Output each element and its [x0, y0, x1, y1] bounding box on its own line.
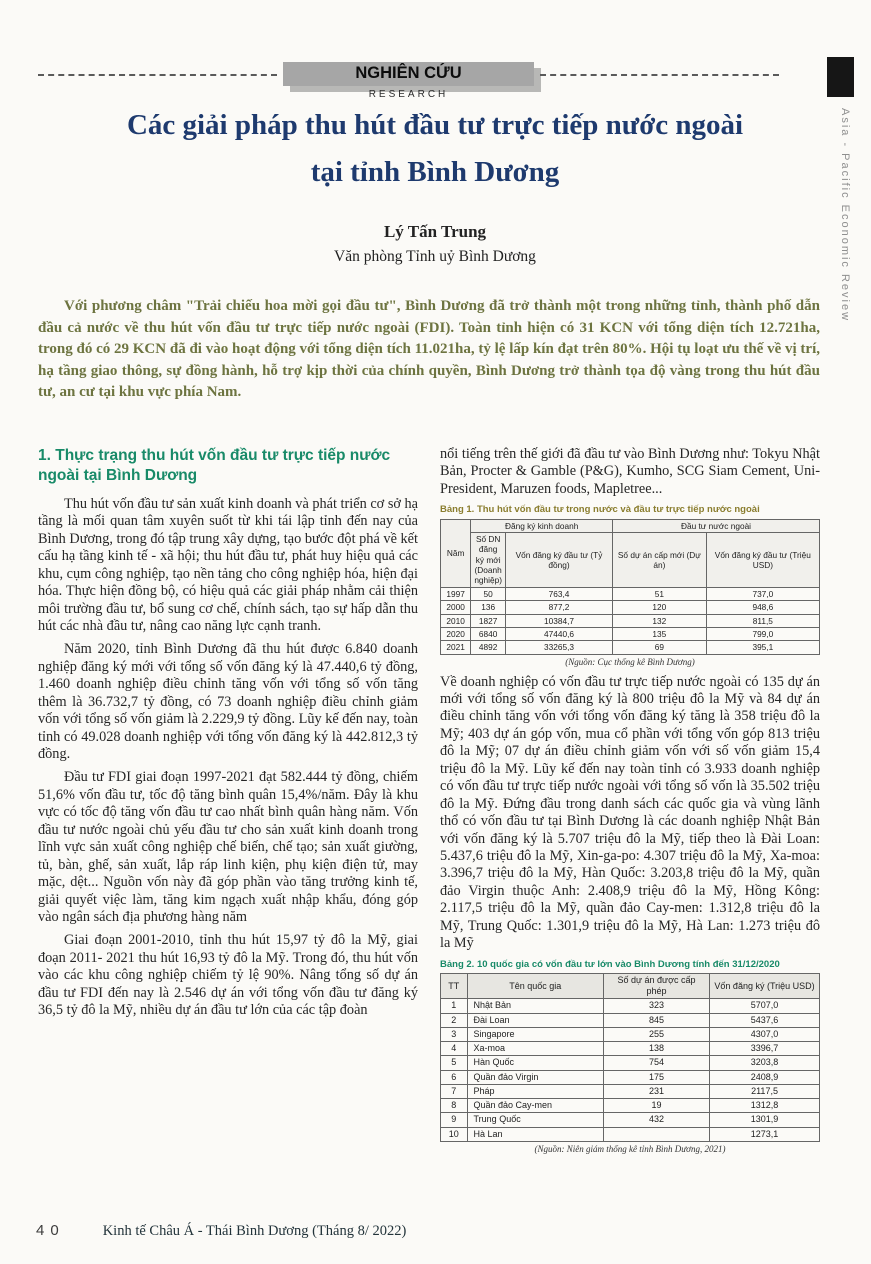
right-column [440, 446, 820, 1208]
table-cell: 3 [441, 1027, 468, 1041]
table-cell: Đài Loan [467, 1013, 603, 1027]
table-cell: 132 [613, 614, 707, 627]
table-cell: Hà Lan [467, 1127, 603, 1141]
table-cell: 231 [603, 1084, 709, 1098]
table-cell: Nhật Bản [467, 999, 603, 1013]
table-cell: 737,0 [706, 587, 819, 600]
table-cell: Pháp [467, 1084, 603, 1098]
table-cell: 811,5 [706, 614, 819, 627]
table-2-source: (Nguồn: Niên giám thống kê tỉnh Bình Dương, 2021) [534, 1143, 726, 1154]
table-cell: Quần đảo Cay-men [467, 1099, 603, 1113]
table-cell: 120 [613, 601, 707, 614]
dashed-rule-right [540, 74, 779, 76]
table-header-cell: Đầu tư nước ngoài [613, 519, 820, 532]
page-number: 40 [36, 1222, 65, 1239]
table-cell: 763,4 [506, 587, 613, 600]
table-cell: 138 [603, 1042, 709, 1056]
research-badge [283, 62, 533, 100]
table-row [441, 641, 820, 654]
table-cell: Singapore [467, 1027, 603, 1041]
table-cell: 432 [603, 1113, 709, 1127]
table-cell: Trung Quốc [467, 1113, 603, 1127]
page-footer [36, 1222, 811, 1240]
table-cell: 33265,3 [506, 641, 613, 654]
table-cell: 6840 [471, 627, 506, 640]
table-cell: 2117,5 [710, 1084, 820, 1098]
table-header-cell: Vốn đăng ký đầu tư (Tỷ đồng) [506, 533, 613, 588]
table-row [441, 601, 820, 614]
table-row [441, 614, 820, 627]
table-row [441, 999, 820, 1013]
table-cell: Hàn Quốc [467, 1056, 603, 1070]
table-cell: 69 [613, 641, 707, 654]
table-cell: 1997 [441, 587, 471, 600]
table-cell: 845 [603, 1013, 709, 1027]
table-cell: 3396,7 [710, 1042, 820, 1056]
table-cell: 2010 [441, 614, 471, 627]
table-header-cell: Năm [441, 519, 471, 587]
table-cell: 47440,6 [506, 627, 613, 640]
table-cell: 2000 [441, 601, 471, 614]
table-cell: 175 [603, 1070, 709, 1084]
journal-name-vertical-label: Asia - Pacific Economic Review [839, 108, 851, 323]
table-1 [440, 519, 820, 655]
table-row [441, 1084, 820, 1098]
table-cell: 5707,0 [710, 999, 820, 1013]
table-cell: 2 [441, 1013, 468, 1027]
table-cell: 1827 [471, 614, 506, 627]
table-row [441, 1070, 820, 1084]
header [38, 62, 779, 100]
article-body [38, 446, 820, 1208]
body-paragraph: Giai đoạn 2001-2010, tỉnh thu hút 15,97 tỷ đô la Mỹ, giai đoạn 2011- 2021 thu hút 16,93 tỷ đô la Mỹ. Trong đó, thu hút vốn vào các khu công nghiệp chiếm tỷ lệ 90%. Nâng tổng số dự án đầu tư FDI đến nay là 2.546 dự án với tổng vốn đầu tư đăng ký 36,5 tỷ đô la Mỹ, nhiều dự án đầu tư lớn của các tập đoàn [38, 932, 418, 1019]
table-cell: 50 [471, 587, 506, 600]
table-cell: 4892 [471, 641, 506, 654]
table-header-cell: TT [441, 973, 468, 999]
article-title-line2: tại tỉnh Bình Dương [310, 155, 560, 188]
table-cell: 136 [471, 601, 506, 614]
table-2-body [441, 999, 820, 1142]
table-cell: 1301,9 [710, 1113, 820, 1127]
body-paragraph: Về doanh nghiệp có vốn đầu tư trực tiếp nước ngoài có 135 dự án mới với tổng số vốn đăng ký là 800 triệu đô la Mỹ và 84 dự án điều chỉnh tăng vốn với tổng vốn đăng ký tăng là 358 triệu đô la Mỹ; 403 dự án góp vốn, mua cổ phần với tổng vốn góp 813 triệu đô la Mỹ; 07 dự án điều chỉnh giảm vốn với số vốn giảm 15,4 triệu đô la Mỹ. Lũy kế đến nay toàn tỉnh có 3.933 doanh nghiệp có vốn đầu tư trực tiếp nước ngoài với tổng số vốn là 35.502 triệu đô la Mỹ. Đứng đầu trong danh sách các quốc gia và vùng lãnh thổ có vốn đầu tư tại Bình Dương là các doanh nghiệp Nhật Bản với vốn đăng ký là 5.707 triệu đô la Mỹ, tiếp theo là Đài Loan: 5.437,6 triệu đô la Mỹ, Xin-ga-po: 4.307 triệu đô la Mỹ, Xa-moa: 3.396,7 triệu đô la Mỹ, Hàn Quốc: 3.203,8 triệu đô la Mỹ, quần đảo Virgin thuộc Anh: 2.408,9 triệu đô la Mỹ, Hồng Kông: 2.117,5 triệu đô la Mỹ, quần đảo Cay-men: 1.312,8 triệu đô la Mỹ, Trung Quốc: 1.301,9 triệu đô la Mỹ, Hà Lan: 1.273 triệu đô la Mỹ [440, 673, 820, 952]
table-cell: 10 [441, 1127, 468, 1141]
table-cell: 948,6 [706, 601, 819, 614]
table-header-cell: Vốn đăng ký đầu tư (Triệu USD) [706, 533, 819, 588]
badge-title: NGHIÊN CỨU [283, 62, 533, 86]
table-cell: Quần đảo Virgin [467, 1070, 603, 1084]
abstract-paragraph: Với phương châm "Trải chiếu hoa mời gọi đầu tư", Bình Dương đã trở thành một trong những tỉnh, thành phố dẫn đầu cả nước về thu hút vốn đầu tư trực tiếp nước ngoài (FDI). Toàn tỉnh hiện có 31 KCN với tổng diện tích 12.721ha, trong đó có 29 KCN đã đi vào hoạt động với tổng diện tích 11.021ha, tỷ lệ lấp kín đạt trên 80%. Hội tụ loạt ưu thế về vị trí, hạ tầng giao thông, sự đồng hành, hỗ trợ kịp thời của chính quyền, Bình Dương trở thành tọa độ vàng trong thu hút đầu tư, an cư tại khu vực phía Nam. [38, 298, 820, 401]
table-cell: 10384,7 [506, 614, 613, 627]
table-row [441, 1056, 820, 1070]
table-cell: 323 [603, 999, 709, 1013]
table-cell: 51 [613, 587, 707, 600]
table-cell: 5437,6 [710, 1013, 820, 1027]
table-cell: 2408,9 [710, 1070, 820, 1084]
article-title [55, 102, 815, 196]
table-cell: 754 [603, 1056, 709, 1070]
table-cell: 1 [441, 999, 468, 1013]
table-cell: 877,2 [506, 601, 613, 614]
table-1-body [441, 587, 820, 654]
table-cell: 3203,8 [710, 1056, 820, 1070]
table-cell: 9 [441, 1113, 468, 1127]
body-paragraph: Năm 2020, tỉnh Bình Dương đã thu hút được 6.840 doanh nghiệp đăng ký mới với tổng số vốn đăng ký là 47.440,6 tỷ đồng, 1.460 doanh nghiệp điều chỉnh tăng vốn với tổng số vốn tăng thêm là 36.732,7 tỷ đồng, có 73 doanh nghiệp điều chỉnh giảm vốn với tổng số vốn giảm là 2.229,9 tỷ đồng. Lũy kế đến nay, toàn tỉnh có 49.028 doanh nghiệp với tổng vốn đăng ký là 442.812,3 tỷ đồng. [38, 641, 418, 763]
body-paragraph: nổi tiếng trên thế giới đã đầu tư vào Bình Dương như: Tokyu Nhật Bản, Procter & Gamble (P&G), Kumho, SCG Siam Cement, Uni-President, Maruzen foods, Mapletree... [440, 446, 820, 497]
table-cell: 135 [613, 627, 707, 640]
margin-black-bar [827, 57, 854, 97]
body-paragraph: Thu hút vốn đầu tư sản xuất kinh doanh và phát triển cơ sở hạ tầng là mối quan tâm xuyên suốt từ khi tái lập tỉnh đến nay của Bình Dương, trong đó tập trung xây dựng, tạo bước đột phá về kết cấu hạ tầng kinh tế - xã hội; thu hút đầu tư, phát huy hiệu quả các khu, cụm công nghiệp, tạo nền tảng cho công nghiệp hóa, hiện đại hóa. Thực hiện đồng bộ, có hiệu quả các giải pháp nhằm cải thiện môi trường đầu tư, bổ sung cơ chế, chính sách, tạo sự hấp dẫn thu hút các nhà đầu tư, nâng cao năng lực cạnh tranh. [38, 495, 419, 634]
table-cell: 6 [441, 1070, 468, 1084]
left-column [38, 446, 418, 1208]
table-header-cell: Tên quốc gia [467, 973, 603, 999]
table-cell: 19 [603, 1099, 709, 1113]
badge-subtitle: RESEARCH [368, 89, 449, 100]
author-affiliation: Văn phòng Tỉnh uỷ Bình Dương [334, 248, 536, 265]
table-cell: 255 [603, 1027, 709, 1041]
table-header-cell: Vốn đăng ký (Triệu USD) [710, 973, 820, 999]
table-row [441, 1127, 820, 1141]
table-1-source: (Nguồn: Cục thống kê Bình Dương) [565, 656, 695, 667]
table-cell: 2021 [441, 641, 471, 654]
table-header-cell: Đăng ký kinh doanh [471, 519, 613, 532]
table-cell: 8 [441, 1099, 468, 1113]
table-cell: 2020 [441, 627, 471, 640]
footer-journal-title: Kinh tế Châu Á - Thái Bình Dương (Tháng 8/ 2022) [102, 1223, 407, 1239]
table-cell: 4 [441, 1042, 468, 1056]
body-paragraph: Đầu tư FDI giai đoạn 1997-2021 đạt 582.444 tỷ đồng, chiếm 51,6% vốn đầu tư, tốc độ tăng bình quân 15,4%/năm. Đây là khu vực có tốc độ tăng vốn đầu tư cao nhất bình quân hàng năm. Vốn đầu tư nước ngoài chủ yếu đầu tư cho sản xuất kinh doanh trong lĩnh vực sản xuất công nghiệp chế biến, chế tạo; sản xuất giường, tủ, bàn, ghế, sản xuất, lắp ráp linh kiện, phụ kiện điện tử, may mặc, dệt... Nguồn vốn này đã góp phần vào tăng trưởng kinh tế, giải quyết việc làm, tăng kim ngạch xuất nhập khẩu, đóng góp vào ngân sách địa phương hàng năm [38, 769, 418, 925]
table-cell: 1312,8 [710, 1099, 820, 1113]
table-2 [440, 973, 820, 1142]
table-cell: 799,0 [706, 627, 819, 640]
table-cell: 5 [441, 1056, 468, 1070]
table-cell: 395,1 [706, 641, 819, 654]
table-header-cell: Số dự án được cấp phép [603, 973, 709, 999]
table-header-cell: Số DN đăng ký mới (Doanh nghiệp) [471, 533, 506, 588]
table-row [441, 1099, 820, 1113]
table-2-header [441, 973, 820, 999]
table-cell [603, 1127, 709, 1141]
table-2-caption: Bảng 2. 10 quốc gia có vốn đầu tư lớn vào Bình Dương tính đến 31/12/2020 [440, 958, 780, 970]
table-row [441, 1113, 820, 1127]
table-row [441, 587, 820, 600]
table-1-caption: Bảng 1. Thu hút vốn đầu tư trong nước và đầu tư trực tiếp nước ngoài [440, 504, 760, 516]
article-title-line1: Các giải pháp thu hút đầu tư trực tiếp nước ngoài [126, 109, 744, 141]
table-row [441, 1042, 820, 1056]
table-cell: Xa-moa [467, 1042, 603, 1056]
table-cell: 1273,1 [710, 1127, 820, 1141]
author-name: Lý Tấn Trung [383, 222, 487, 241]
table-cell: 7 [441, 1084, 468, 1098]
section-1-heading: 1. Thực trạng thu hút vốn đầu tư trực tiếp nước ngoài tại Bình Dương [38, 447, 391, 485]
table-row [441, 627, 820, 640]
table-row [441, 1013, 820, 1027]
table-row [441, 1027, 820, 1041]
table-1-header [441, 519, 820, 587]
table-header-cell: Số dự án cấp mới (Dự án) [613, 533, 707, 588]
table-cell: 4307,0 [710, 1027, 820, 1041]
dashed-rule-left [38, 74, 277, 76]
